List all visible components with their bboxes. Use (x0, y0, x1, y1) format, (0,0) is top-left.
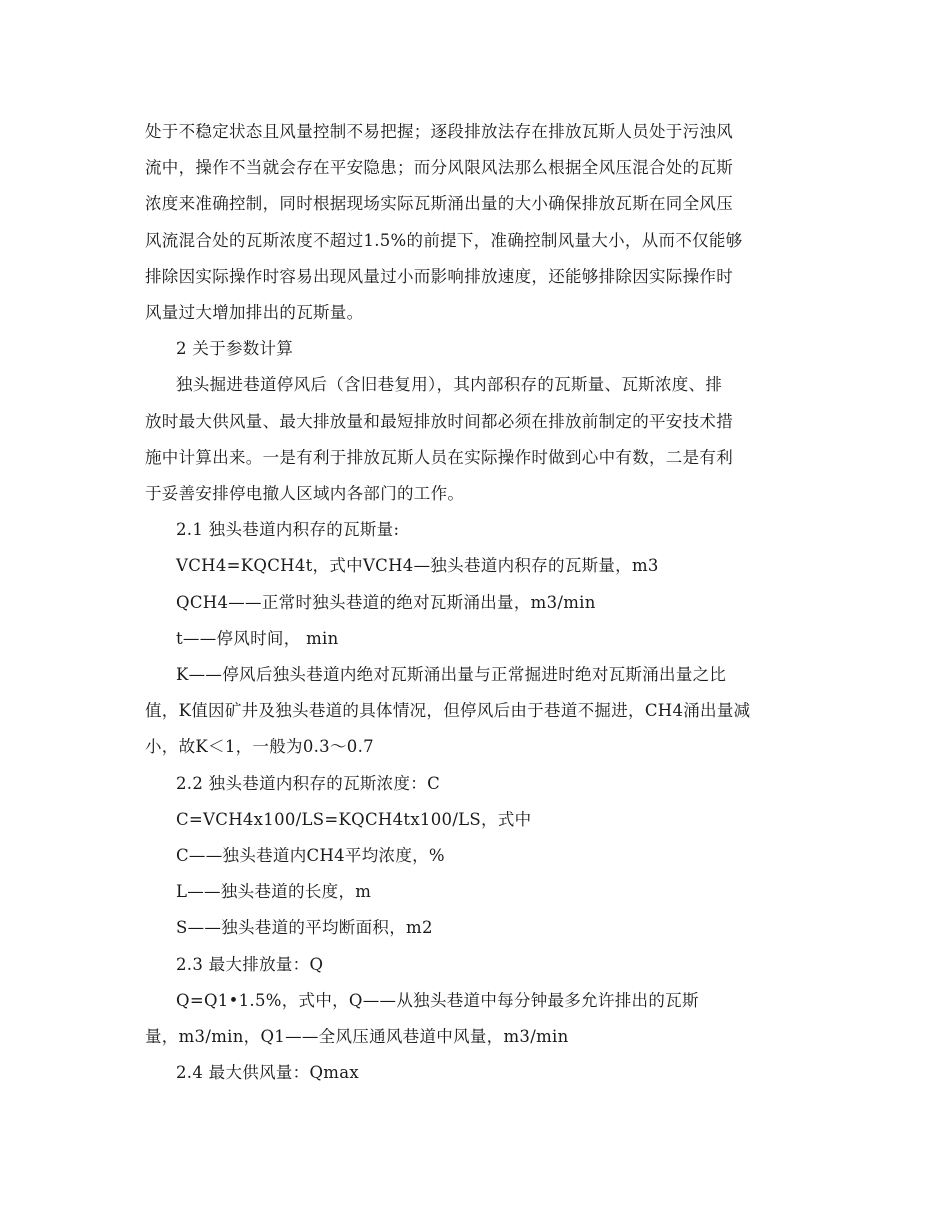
definition-line: L——独头巷道的长度，m (176, 882, 372, 902)
subsection-heading: 2.4 最大供风量：Qmax (176, 1063, 360, 1083)
text-line: 量，m3/min，Q1——全风压通风巷道中风量，m3/min (145, 1027, 569, 1047)
definition-line: K——停风后独头巷道内绝对瓦斯涌出量与正常掘进时绝对瓦斯涌出量之比 (176, 665, 727, 685)
text-line: 施中计算出来。一是有利于排放瓦斯人员在实际操作时做到心中有数，二是有利 (145, 447, 733, 467)
text-line: 小，故K＜1，一般为0.3～0.7 (145, 737, 374, 757)
section-heading: 2 关于参数计算 (176, 339, 294, 359)
text-line: 风流混合处的瓦斯浓度不超过1.5%的前提下，准确控制风量大小，从而不仅能够 (145, 230, 743, 250)
text-line: 于妥善安排停电撤人区域内各部门的工作。 (145, 484, 465, 504)
definition-line: C——独头巷道内CH4平均浓度，% (176, 846, 445, 866)
text-line: 浓度来准确控制，同时根据现场实际瓦斯涌出量的大小确保排放瓦斯在同全风压 (145, 194, 733, 214)
text-line: 放时最大供风量、最大排放量和最短排放时间都必须在排放前制定的平安技术措 (145, 411, 733, 431)
subsection-heading: 2.1 独头巷道内积存的瓦斯量: (176, 520, 400, 540)
formula-line: Q=Q1•1.5%，式中，Q——从独头巷道中每分钟最多允许排出的瓦斯 (176, 990, 699, 1010)
formula-line: VCH4=KQCH4t，式中VCH4—独头巷道内积存的瓦斯量，m3 (176, 556, 659, 576)
formula-line: C=VCH4x100/LS=KQCH4tx100/LS，式中 (176, 809, 532, 829)
definition-line: t——停风时间， min (176, 628, 339, 648)
definition-line: S——独头巷道的平均断面积，m2 (176, 918, 433, 938)
text-line: 处于不稳定状态且风量控制不易把握；逐段排放法存在排放瓦斯人员处于污浊风 (145, 122, 733, 141)
text-line: 流中，操作不当就会存在平安隐患；而分风限风法那么根据全风压混合处的瓦斯 (145, 158, 733, 178)
text-line: 排除因实际操作时容易出现风量过小而影响排放速度，还能够排除因实际操作时 (145, 266, 733, 286)
text-line: 风量过大增加排出的瓦斯量。 (145, 303, 364, 323)
document-body (145, 114, 810, 1091)
subsection-heading: 2.2 独头巷道内积存的瓦斯浓度：C (176, 773, 441, 793)
definition-line: QCH4——正常时独头巷道的绝对瓦斯涌出量，m3/min (176, 592, 596, 612)
subsection-heading: 2.3 最大排放量：Q (176, 954, 324, 974)
text-line: 独头掘进巷道停风后（含旧巷复用），其内部积存的瓦斯量、瓦斯浓度、排 (176, 375, 723, 395)
text-line: 值，K值因矿井及独头巷道的具体情况，但停风后由于巷道不掘进，CH4涌出量减 (145, 701, 751, 721)
